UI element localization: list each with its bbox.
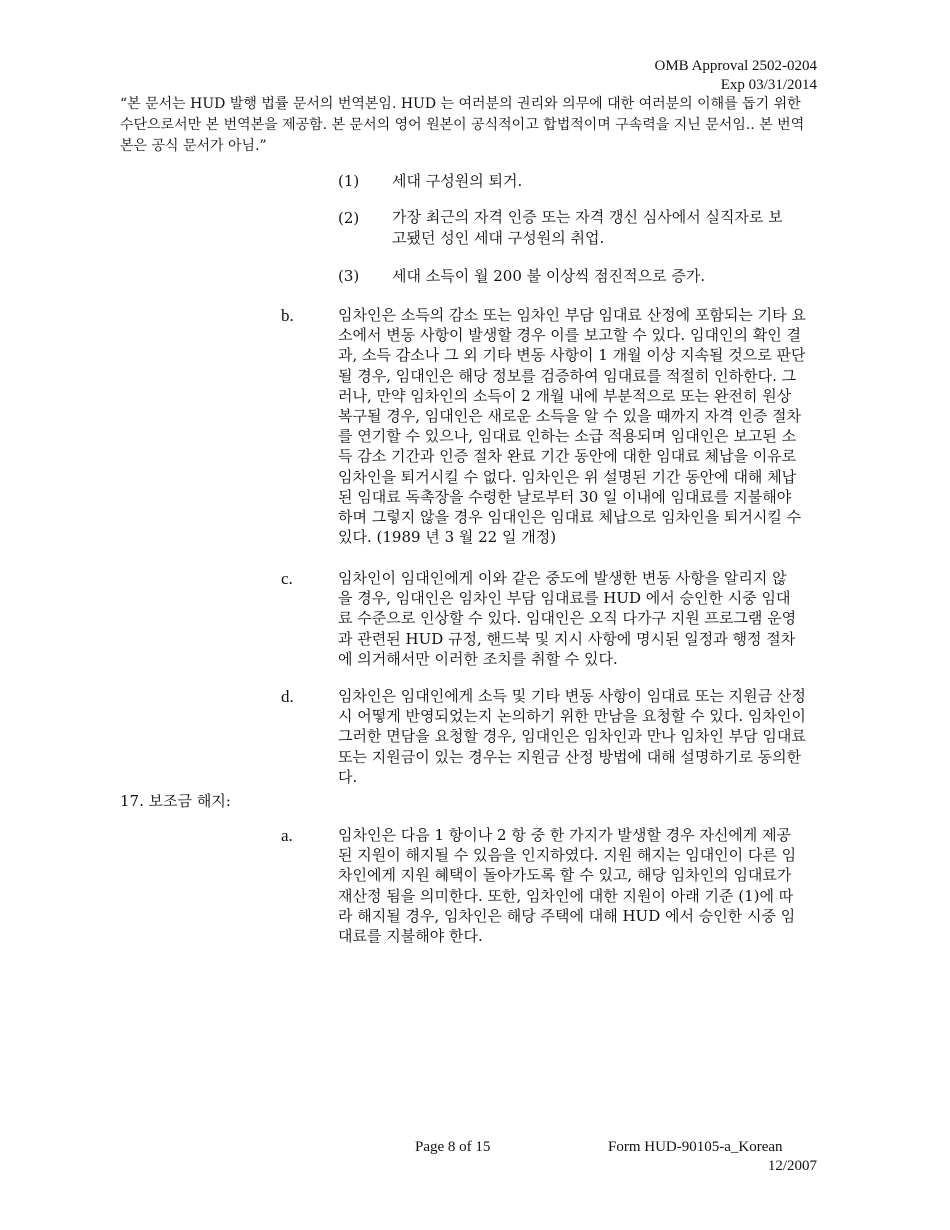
section-d-text: 임차인은 임대인에게 소득 및 기타 변동 사항이 임대료 또는 지원금 산정 시 어떻게 반영되었는지 논의하기 위한 만남을 요청할 수 있다. 임차인이 그러한 면담을 요청할 경우, 임대인은 임차인과 만나 임차인 부담 임대료 또는 지원금이 있는 경우는 지원금 산정 방법에 대해 설명하기로 동의한다.: [338, 687, 806, 786]
subitem-text-3: 세대 소득이 월 200 불 이상씩 점진적으로 증가.: [392, 267, 706, 285]
section-17a-text: 임차인은 다음 1 항이나 2 항 중 한 가지가 발생할 경우 자신에게 제공된 지원이 해지될 수 있음을 인지하였다. 지원 해지는 임대인이 다른 임차인에게 지원 혜택이 돌아가도록 할 수 있고, 해당 임차인의 임대료가 재산정 됨을 의미한다. 또한, 임차인에 대한 지원이 아래 기준 (1)에 따라 해지될 경우, 임차인은 해당 주택에 대해 HUD 에서 승인한 시중 임대료를 지불해야 한다.: [338, 826, 797, 946]
subitem-text-1: 세대 구성원의 퇴거.: [392, 172, 523, 190]
section-b-letter: b.: [281, 306, 294, 325]
subitem-number-2: (2): [338, 209, 360, 227]
section-c-text: 임차인이 임대인에게 이와 같은 중도에 발생한 변동 사항을 알리지 않을 경우, 임대인은 임차인 부담 임대료를 HUD 에서 승인한 시중 임대료 수준으로 인상할 수 있다. 임대인은 오직 다가구 지원 프로그램 운영과 관련된 HUD 규정, 핸드북 및 지시 사항에 명시된 일정과 행정 절차에 의거해서만 이러한 조치를 취할 수 있다.: [338, 569, 797, 668]
section-b-text: 임차인은 소득의 감소 또는 임차인 부담 임대료 산정에 포함되는 기타 요소에서 변동 사항이 발생할 경우 이를 보고할 수 있다. 임대인의 확인 결과, 소득 감소나 그 외 기타 변동 사항이 1 개월 이상 지속될 것으로 판단될 경우, 임대인은 해당 정보를 검증하여 임대료를 적절히 인하한다. 그러나, 만약 임차인의 소득이 2 개월 내에 부분적으로 또는 완전히 원상 복구될 경우, 임대인은 새로운 소득을 알 수 있을 때까지 자격 인증 절차를 연기할 수 있으나, 임대료 인하는 소급 적용되며 임대인은 보고된 소득 감소 기간과 인증 절차 완료 기간 동안에 대한 임대료 체납을 이유로 임차인을 퇴거시킬 수 없다. 임차인은 위 설명된 기간 동안에 대해 체납된 임대료 독촉장을 수령한 날로부터 30 일 이내에 임대료를 지불해야 하며 그렇지 않을 경우 임대인은 임대료 체납으로 임차인을 퇴거시킬 수 있다. (1989 년 3 월 22 일 개정): [338, 306, 806, 547]
form-date: 12/2007: [767, 1158, 817, 1174]
subitem-number-1: (1): [338, 172, 360, 190]
page-number: Page 8 of 15: [415, 1139, 491, 1155]
translation-disclaimer: “본 문서는 HUD 발행 법률 문서의 번역본임. HUD 는 여러분의 권리와 의무에 대한 여러분의 이해를 돕기 위한 수단으로서만 본 번역본을 제공함. 본 문서의 영어 원본이 공식적이고 합법적이며 구속력을 지닌 문서임.. 본 번역본은 공식 문서가 아님.”: [120, 96, 805, 154]
subitem-text-2: 가장 최근의 자격 인증 또는 자격 갱신 심사에서 실직자로 보고됐던 성인 세대 구성원의 취업.: [392, 208, 783, 247]
subitem-number-3: (3): [338, 267, 360, 285]
omb-approval-number: OMB Approval 2502-0204: [654, 58, 817, 74]
section-17a-letter: a.: [281, 826, 293, 845]
section-c-letter: c.: [281, 569, 293, 588]
omb-expiration-date: Exp 03/31/2014: [720, 77, 817, 93]
form-number: Form HUD-90105-a_Korean: [608, 1139, 783, 1155]
section-d-letter: d.: [281, 687, 294, 706]
section-17-heading: 17. 보조금 해지:: [120, 792, 231, 810]
